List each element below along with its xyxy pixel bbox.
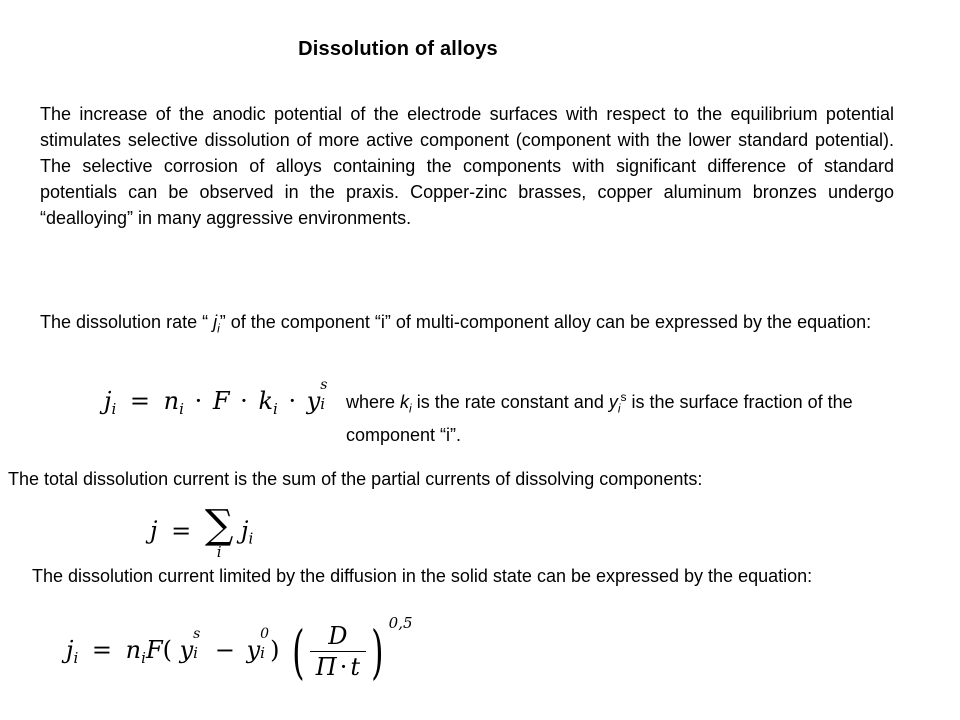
- eq2-lhs: j: [150, 516, 158, 545]
- where-explanation: [346, 384, 916, 448]
- fraction-denominator: [310, 652, 366, 682]
- eq1-y: y: [306, 387, 321, 415]
- eq1-equals: =: [129, 387, 151, 415]
- exponent: 0,5: [388, 614, 413, 632]
- where-k: k: [400, 392, 410, 412]
- where-k-sub: i: [409, 401, 412, 416]
- eq3-n: n: [125, 636, 142, 664]
- eq1-n: n: [163, 387, 180, 415]
- eq3-F: F: [145, 636, 163, 664]
- eq3-y1-scripts: [193, 626, 203, 662]
- para2-var: j: [213, 312, 218, 332]
- sum-index: i: [216, 543, 222, 561]
- eq3-lhs: j: [66, 636, 74, 664]
- eq3-y1-sub: i: [193, 644, 198, 662]
- eq3-y2-sup: 0: [260, 626, 270, 642]
- para2-before: The dissolution rate “: [40, 312, 214, 332]
- rate-equation: [104, 377, 330, 418]
- total-current-paragraph: The total dissolution current is the sum of the partial currents of dissolving components:: [8, 469, 703, 489]
- diffusion-paragraph: The dissolution current limited by the diffusion in the solid state can be expressed by the equation:: [32, 566, 813, 586]
- eq1-F: F: [212, 387, 230, 415]
- eq1-n-sub: i: [179, 400, 184, 418]
- dissolution-rate-paragraph: [40, 309, 900, 342]
- where-p2: is the rate constant and: [411, 392, 609, 412]
- where-y: y: [608, 392, 618, 412]
- where-p3: is the surface fraction of the component “i”.: [346, 392, 853, 445]
- eq3-rparen: ): [270, 636, 280, 664]
- sum-equation: [150, 502, 254, 561]
- para2-after: ” of the component “i” of multi-component alloy can be expressed by the equation:: [219, 312, 872, 332]
- eq3-lhs-sub: i: [73, 649, 79, 667]
- where-p1: where: [346, 392, 401, 412]
- eq3-y2: y: [246, 636, 261, 664]
- eq3-y1-sup: s: [193, 626, 201, 642]
- fraction-numerator: D: [310, 621, 366, 652]
- eq1-y-sub: i: [320, 395, 326, 413]
- eq3-y2-scripts: [260, 626, 270, 662]
- eq3-minus: −: [214, 636, 235, 664]
- diffusion-equation: [66, 614, 413, 686]
- eq1-dot1: ·: [194, 387, 203, 415]
- intro-paragraph: The increase of the anodic potential of the electrode surfaces with respect to the equilibrium potential stimulates selective dissolution of more active component (component with the lower standard potential). The selective corrosion of alloys containing the components with significant difference of standard potentials can be observed in the praxis. Copper-zinc brasses, copper aluminum bronzes undergo “dealloying” in many aggressive environments.: [40, 104, 894, 228]
- eq2-equals: =: [171, 516, 192, 545]
- eq1-lhs: j: [104, 387, 112, 415]
- eq3-y1: y: [179, 636, 194, 664]
- eq1-y-scripts: [320, 377, 330, 413]
- diffusion-fraction: [310, 621, 366, 682]
- slide-title: Dissolution of alloys: [298, 38, 498, 60]
- sum-sign: ∑: [204, 502, 234, 548]
- eq1-k: k: [258, 387, 273, 415]
- where-y-sup: s: [620, 390, 627, 404]
- eq3-lparen: (: [162, 636, 172, 664]
- para2-var-sub: i: [217, 321, 220, 336]
- big-right-paren: ): [371, 617, 384, 686]
- eq1-y-sup: s: [320, 377, 328, 393]
- big-left-paren: (: [292, 617, 305, 686]
- eq3-y2-sub: i: [260, 644, 265, 662]
- eq3-n-sub: i: [141, 649, 146, 667]
- sum-symbol: [204, 502, 234, 561]
- den-pi: Π: [315, 653, 337, 681]
- eq1-k-sub: i: [272, 400, 278, 418]
- eq2-term-sub: i: [248, 529, 254, 548]
- eq1-dot2: ·: [240, 387, 248, 415]
- eq1-lhs-sub: i: [111, 400, 117, 418]
- eq1-dot3: ·: [288, 387, 297, 415]
- den-t: t: [350, 653, 361, 681]
- where-y-sub: i: [617, 401, 621, 416]
- eq3-equals: =: [91, 636, 113, 664]
- den-dot: ·: [339, 653, 348, 681]
- eq2-term: j: [241, 516, 249, 545]
